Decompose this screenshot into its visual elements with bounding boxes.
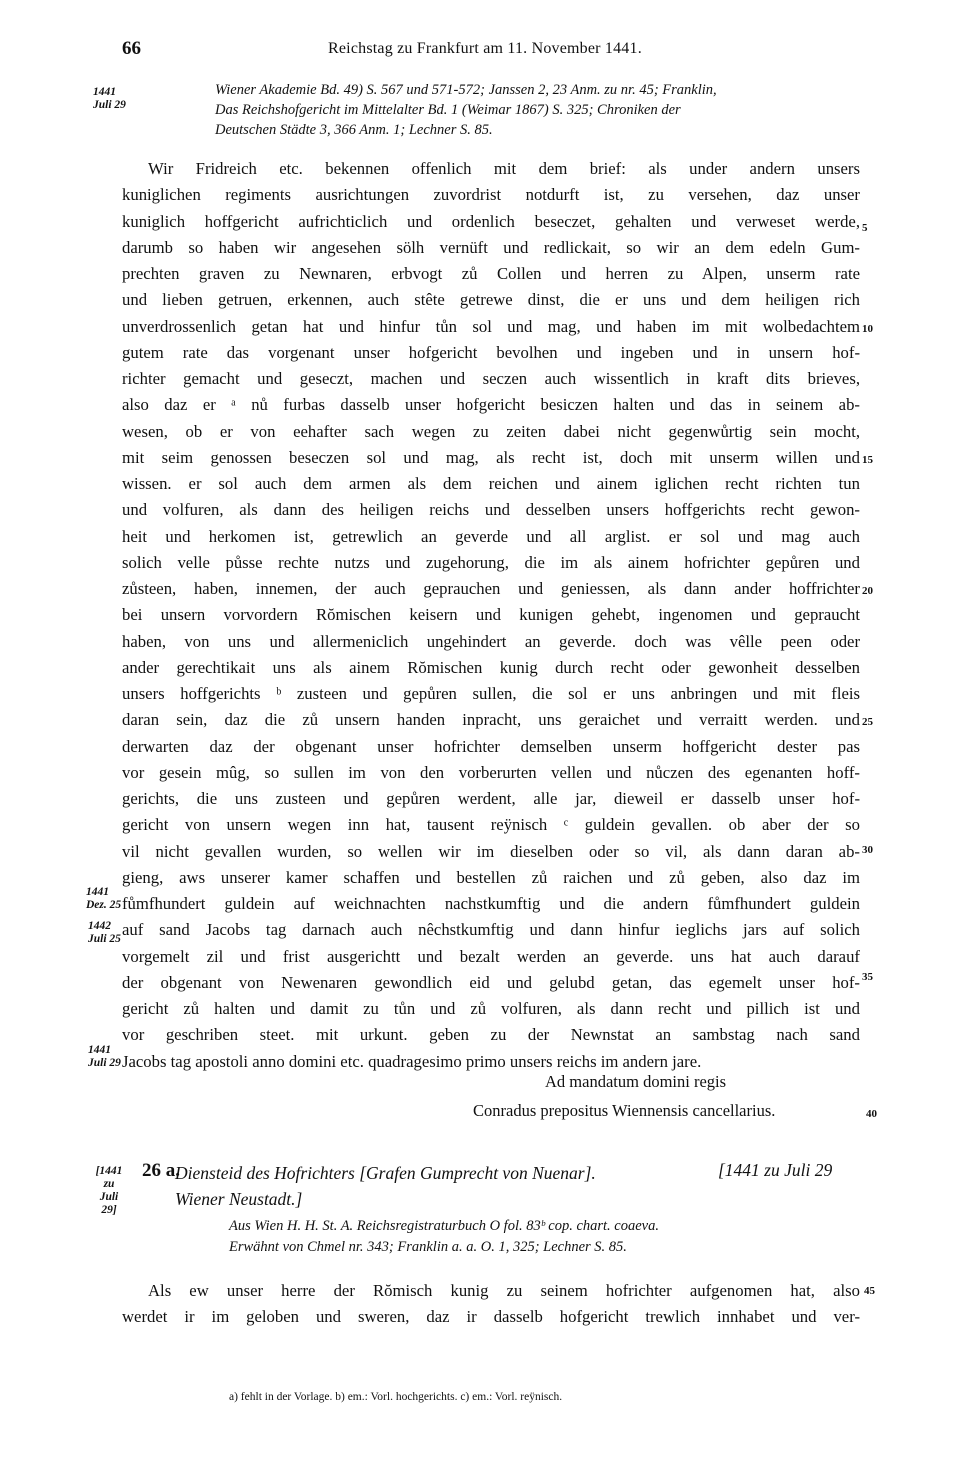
text-line: und lieben getruen, erkennen, auch stête getrewe dinst, die er uns und dem heiligen rich [122, 290, 860, 310]
margin-date: 1442 Juli 25 [88, 920, 121, 945]
footnotes: a) fehlt in der Vorlage. b) em.: Vorl. hochgerichts. c) em.: Vorl. reÿnisch. [229, 1391, 563, 1403]
bibliography-line: Deutschen Städte 3, 366 Anm. 1; Lechner S. 85. [215, 122, 493, 138]
document-date: [1441 zu Juli 29 [718, 1160, 833, 1180]
signature-line: Conradus prepositus Wiennensis cancellarius. [473, 1101, 776, 1120]
text-line: richter gemacht und geseczt, machen und seczen auch wissentlich in kraft dits brieves, [122, 369, 860, 388]
source-line: Aus Wien H. H. St. A. Reichsregistraturbuch O fol. 83ᵇ cop. chart. coaeva. [229, 1218, 659, 1234]
text-line: wissen. er sol auch dem armen als dem reichen und ainem iglichen recht richten tun [122, 474, 860, 493]
line-number: 10 [862, 323, 873, 335]
text-line: vil nicht gevallen wurden, so wellen wir im dieselben oder so vil, als dann daran ab- [122, 841, 860, 861]
signature-line: Ad mandatum domini regis [545, 1072, 727, 1091]
text-line: kuniglichen regiments ausrichtungen zuvordrist notdurft ist, zu versehen, daz unser [122, 185, 860, 205]
text-line: vor gesein mûg, so sullen im von den vorberurten vellen und nůczen des egenanten hoff- [122, 762, 860, 782]
margin-date: [1441 zu Juli 29] [95, 1165, 123, 1216]
line-number: 15 [862, 454, 873, 466]
text-line: ander gerechtikait uns als ainem Rŏmischen kunig durch recht oder gewonheit desselben [122, 657, 860, 677]
document-title: Diensteid des Hofrichters [Grafen Gumprecht von Nuenar]. Wiener Neustadt.] [175, 1163, 596, 1209]
line-number: 25 [862, 716, 873, 728]
text-line: wesen, ob er von eehafter sach wegen zu zeiten dabei nicht gegenwůrtig sein mocht, [122, 421, 860, 441]
text-line: gerichts, die uns zusteen und gepůren werdent, alle jar, dieweil er dasselb unser hof- [122, 789, 860, 808]
bibliography [215, 80, 860, 140]
text-line: Als ew unser herre der Rŏmisch kunig zu seinem hofrichter aufgenomen hat, also [148, 1281, 860, 1300]
text-line: fůmfhundert guldein auf weichnachten nachstkumftig und die andern fůmfhundert guldein [122, 894, 860, 913]
text-line: kuniglich hoffgericht aufrichticlich und ordenlich beseczet, gehalten und verweset werde, [122, 211, 860, 231]
line-number: 45 [864, 1285, 875, 1297]
text-line: vor geschriben steet. mit urkunt. geben zu der Newnstat an sambstag nach sand [122, 1025, 860, 1045]
text-line: gieng, aws unserer kamer schaffen und bestellen zů raichen und zů geben, also daz im [122, 867, 860, 887]
line-number: 20 [862, 585, 873, 597]
source-line: Erwähnt von Chmel nr. 343; Franklin a. a. O. 1, 325; Lechner S. 85. [229, 1239, 627, 1255]
text-line: gericht von unsern wegen inn hat, tausent reÿnisch ᶜ guldein gevallen. ob aber der so [122, 815, 860, 835]
margin-date: 1441 Juli 29 [93, 86, 126, 111]
margin-date: 1441 Dez. 25 [86, 886, 122, 911]
line-number: 5 [862, 222, 868, 234]
text-line: gericht zů halten und damit zu tůn und zů volfuren, als dann recht und pillich ist und [122, 999, 860, 1018]
bibliography-line: Das Reichshofgericht im Mittelalter Bd. 1 (Weimar 1867) S. 325; Chroniken der [215, 102, 681, 118]
page-header [0, 38, 960, 64]
text-line: daran sein, daz die zů unsern handen inpracht, uns geraichet und verraitt werden. und [122, 710, 860, 730]
text-line: darumb so haben wir angesehen sölh vernüft und redlickait, so wir an dem edeln Gum- [122, 237, 860, 257]
text-line: haben, von uns und allermeniclich ungehindert an geverde. doch was vêlle peen oder [122, 631, 860, 651]
text-line: werdet ir im geloben und sweren, daz ir dasselb hofgericht trewlich innhabet und ver- [122, 1307, 860, 1327]
text-line: mit seim genossen beseczen sol und mag, als recht ist, doch mit unserm willen und [122, 447, 860, 467]
text-line: gutem rate das vorgenant unser hofgericht bevolhen und ingeben und in unsern hof- [122, 342, 860, 362]
bibliography-line: Wiener Akademie Bd. 49) S. 567 und 571-572; Janssen 2, 23 Anm. zu nr. 45; Franklin, [215, 82, 717, 98]
text-line: und volfuren, als dann des heiligen reichs und desselben unsers hoffgerichts recht gewon- [122, 500, 860, 520]
text-line: also daz er ᵃ nů furbas dasselb unser hofgericht besiczen halten und das in seinem ab- [122, 395, 860, 415]
line-number: 35 [862, 971, 873, 983]
text-line: solich velle půsse rechte nutzs und zugehorung, die im als ainem hofrichter gepůren und [122, 552, 860, 572]
line-number: 30 [862, 844, 873, 856]
line-number: 40 [866, 1108, 877, 1120]
document-sources [229, 1216, 659, 1258]
main-text [122, 156, 860, 1075]
document-number: 26 a. [142, 1160, 180, 1181]
text-line: prechten graven zu Newnaren, erbvogt zů Collen und herren zu Alpen, unserm rate [122, 264, 860, 283]
text-line: heit und herkomen ist, getrewlich an geverde und all arglist. er sol und mag auch [122, 526, 860, 546]
running-title: Reichstag zu Frankfurt am 11. November 1441. [328, 40, 642, 57]
text-line: zůsteen, haben, innemen, der auch geprauchen und geniessen, als dann ander hoffrichter [122, 579, 860, 598]
text-line: Jacobs tag apostoli anno domini etc. quadragesimo primo unsers reichs im andern jare. [122, 1051, 702, 1071]
text-line: der obgenant von Newenaren gewondlich eid und gelubd getan, das egemelt unser hof- [122, 972, 860, 992]
text-line: auf sand Jacobs tag darnach auch nêchstkumftig und dann hinfur ieglichs jars auf solich [122, 920, 860, 940]
page-number: 66 [122, 38, 141, 59]
text-line: Wir Fridreich etc. bekennen offenlich mit dem brief: als under andern unsers [148, 159, 860, 178]
text-line: unsers hoffgerichts ᵇ zusteen und gepůren sullen, die sol er uns anbringen und mit fleis [122, 684, 860, 703]
margin-date: 1441 Juli 29 [88, 1044, 121, 1069]
text-line: vorgemelt zil und frist ausgerichtt und bezalt werden an geverde. uns hat auch darauf [122, 946, 860, 966]
document-text [122, 1278, 860, 1331]
text-line: unverdrossenlich getan hat und hinfur tůn sol und mag, und haben im mit wolbedachtem [122, 316, 860, 336]
text-line: bei unsern vorvordern Rŏmischen keisern und kunigen gehebt, ingenomen und gepraucht [122, 605, 860, 625]
text-line: derwarten daz der obgenant unser hofrichter demselben unserm hoffgericht dester pas [122, 736, 860, 756]
